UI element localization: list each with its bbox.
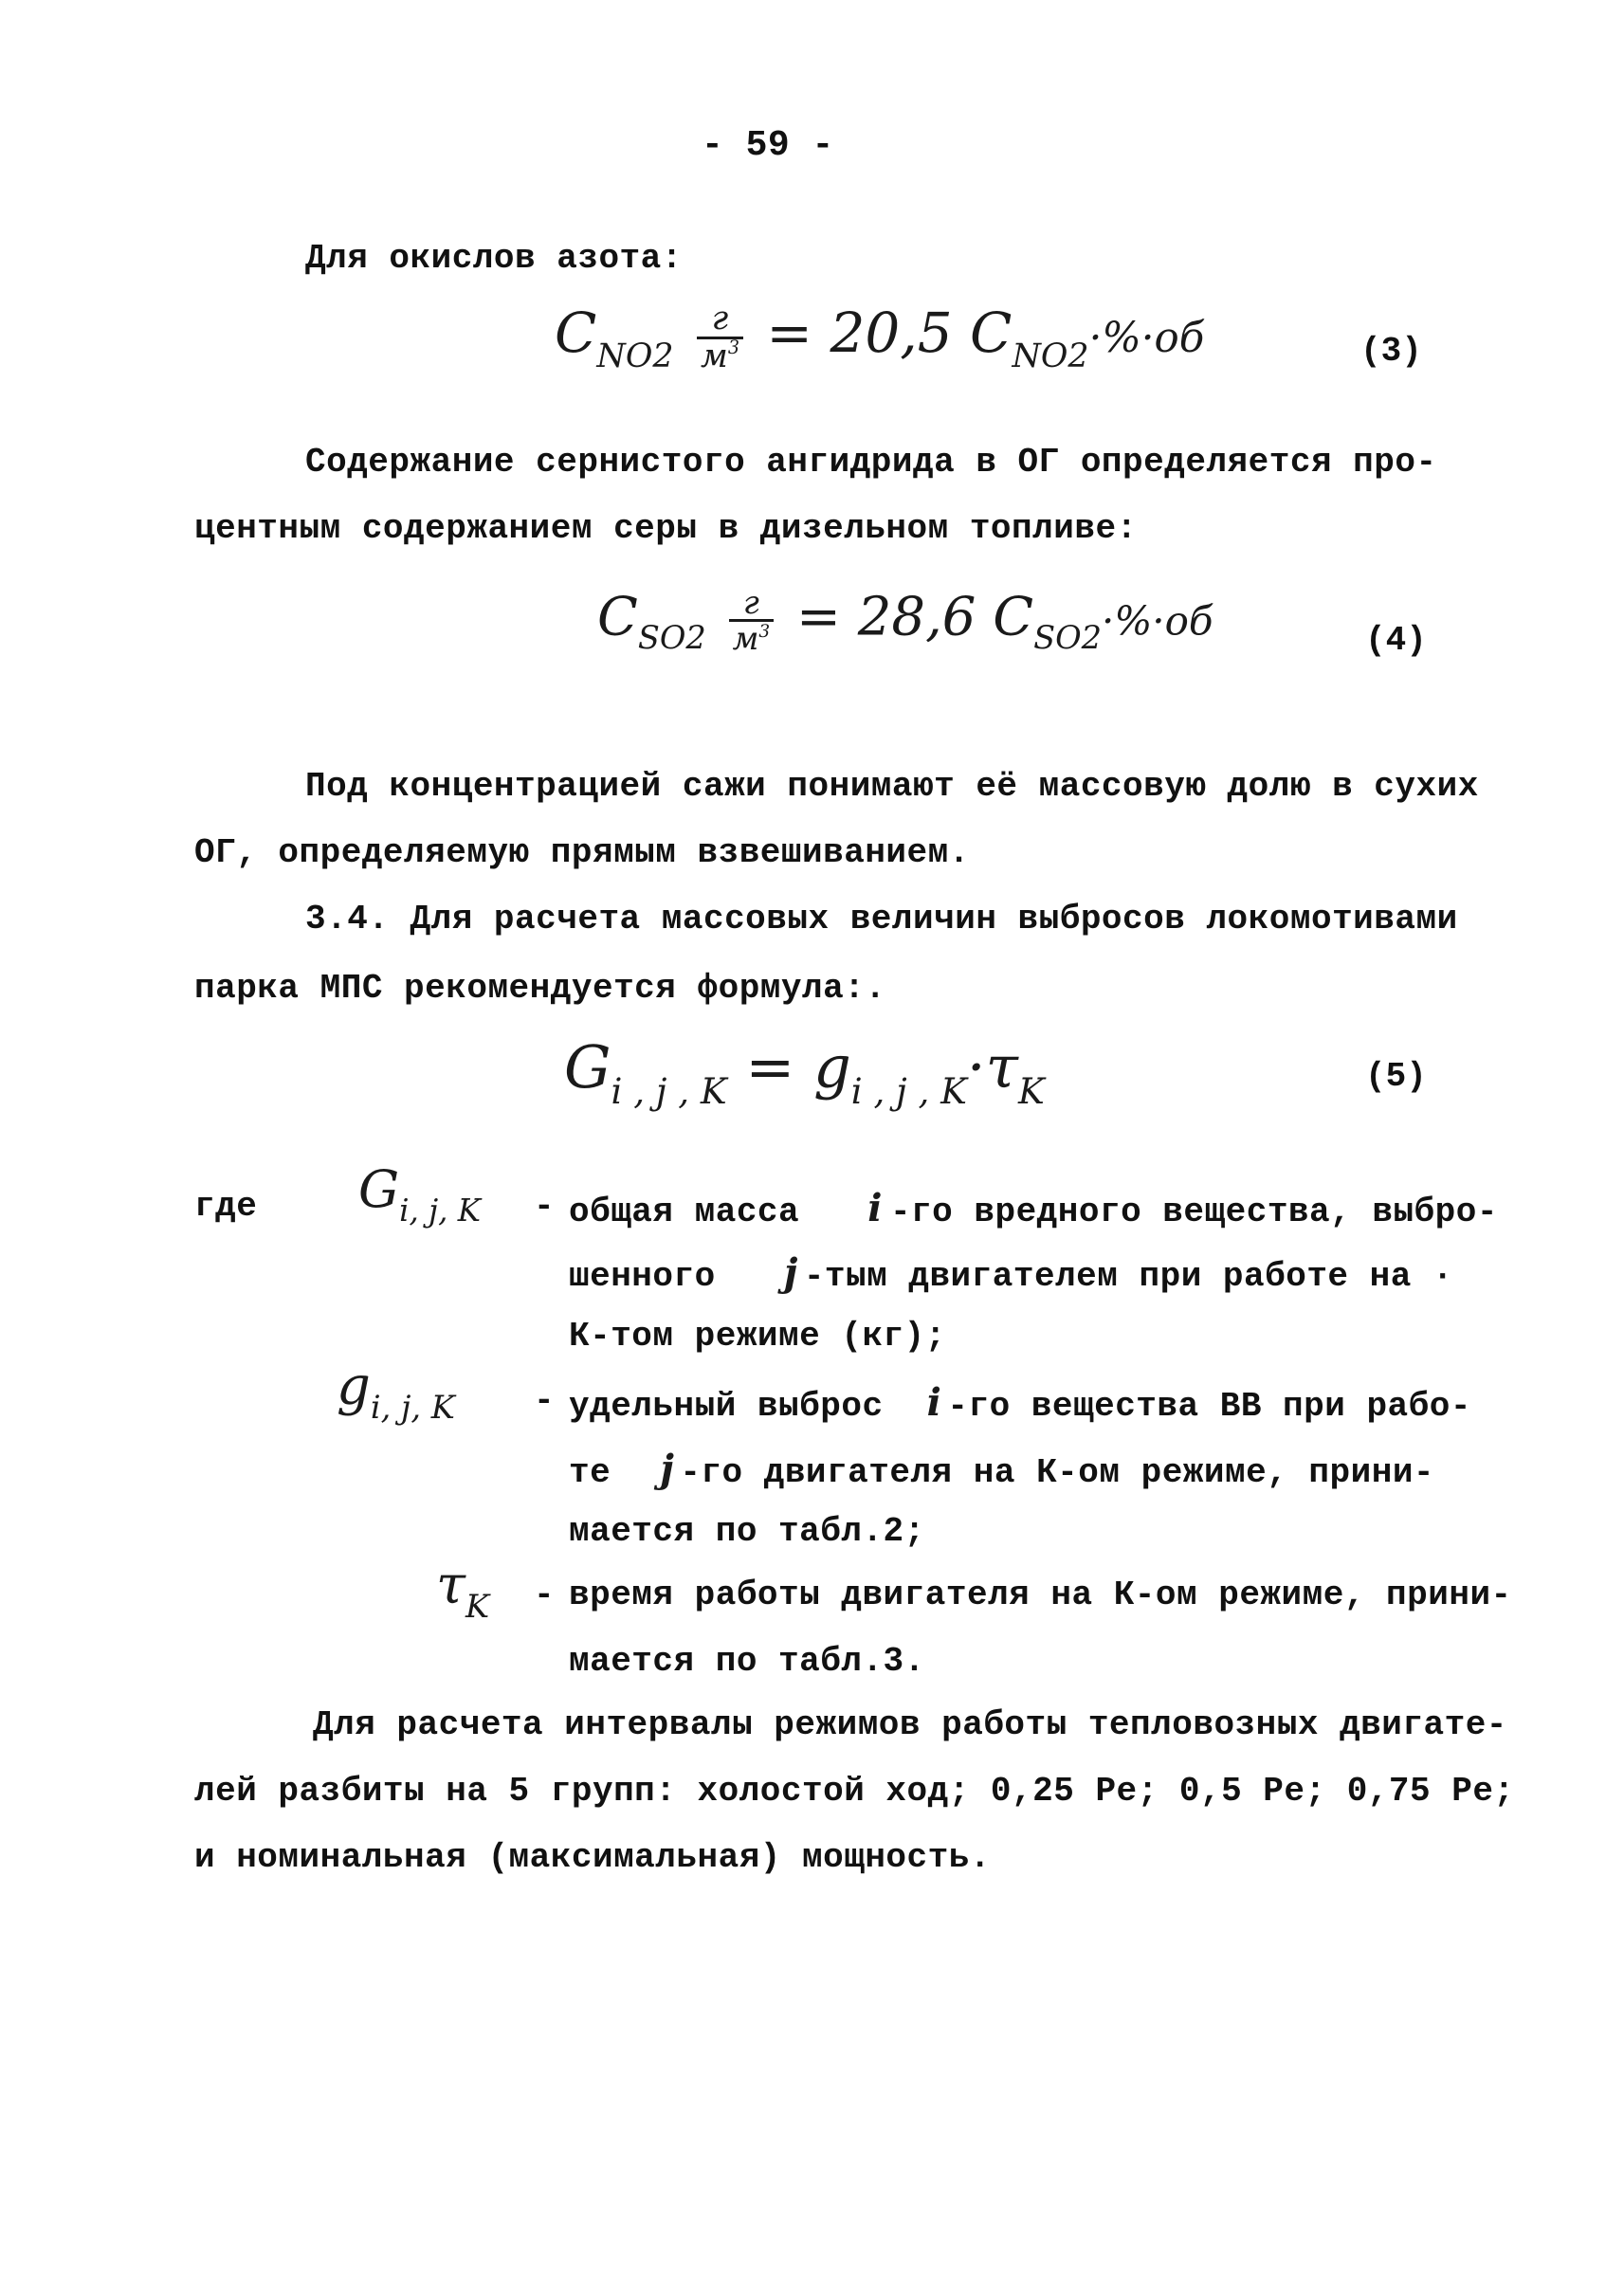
where-item2-line1: удельный выброс i -го вещества ВВ при рабо-: [569, 1380, 1471, 1426]
formula4-rhs-unit: ·%·об: [1102, 597, 1213, 645]
formula4-lhs-symbol: C: [597, 586, 638, 648]
formula4-unit-fraction: $\frac{г}{м^3}$: [729, 586, 775, 656]
final-paragraph-line1: Для расчета интервалы режимов работы тепловозных двигате-: [313, 1705, 1507, 1744]
where-item2-line2: те j -го двигателя на К-ом режиме, прини-: [569, 1447, 1435, 1492]
formula5-equals: =: [745, 1032, 795, 1102]
formula5-lhs: G: [564, 1032, 611, 1102]
formula3-number: (3): [1360, 332, 1422, 371]
formula4-rhs-symbol: C: [993, 586, 1034, 648]
formula-3: [555, 301, 1204, 373]
where-item3-line1: время работы двигателя на К-ом режиме, прини-: [569, 1576, 1512, 1614]
soot-paragraph-line1: Под концентрацией сажи понимают её массовую долю в сухих: [305, 767, 1479, 806]
formula4-number: (4): [1365, 621, 1427, 660]
formula5-tau-sub: K: [1017, 1069, 1045, 1112]
formula5-dot: ·: [966, 1032, 986, 1102]
where-item1-line1: общая масса i -го вредного вещества, выбро-: [569, 1186, 1498, 1231]
formula3-rhs-sub: NO2: [1012, 337, 1089, 375]
formula-4: [597, 586, 1213, 656]
so2-paragraph-line1: Содержание сернистого ангидрида в ОГ определяется про-: [305, 443, 1437, 482]
formula4-equals: =: [796, 586, 841, 648]
formula5-lhs-sub: i , j , K: [611, 1069, 727, 1112]
where-label: где: [194, 1187, 258, 1226]
where-item2-symbol: $g_{i, j, K}$: [337, 1356, 455, 1427]
where-item3-symbol: $\tau_K$: [436, 1555, 490, 1626]
formula3-lhs-symbol: C: [555, 301, 597, 366]
section-3-4-line2: парка МПС рекомендуется формула:.: [194, 969, 886, 1008]
so2-paragraph-line2: центным содержанием серы в дизельном топливе:: [194, 509, 1138, 548]
var-i: i: [867, 1186, 883, 1230]
formula3-equals: =: [766, 301, 813, 366]
formula4-rhs-sub: SO2: [1033, 619, 1102, 657]
var-i: i: [926, 1380, 942, 1425]
formula4-lhs-sub: SO2: [637, 619, 706, 657]
page-number: - 59 -: [702, 125, 834, 166]
formula5-rhs: g: [813, 1032, 851, 1102]
formula-5: [564, 1032, 1045, 1112]
formula3-unit-fraction: $\frac{г}{м^3}$: [697, 301, 743, 373]
formula5-tau: τ: [985, 1032, 1018, 1102]
final-paragraph-line2: лей разбиты на 5 групп: холостой ход; 0,25 Ре; 0,5 Ре; 0,75 Ре;: [194, 1772, 1515, 1811]
var-j: j: [660, 1447, 675, 1491]
nox-heading: Для окислов азота:: [305, 239, 683, 278]
formula3-rhs-symbol: C: [970, 301, 1013, 366]
soot-paragraph-line2: ОГ, определяемую прямым взвешиванием.: [194, 833, 970, 872]
where-item2-dash: -: [534, 1381, 556, 1420]
where-item3-dash: -: [534, 1576, 556, 1614]
where-item1-symbol: $G_{i, j, K}$: [358, 1159, 481, 1229]
where-item1-line2: шенного j -тым двигателем при работе на ·: [569, 1250, 1454, 1296]
formula5-rhs-sub: i , j , K: [850, 1069, 967, 1112]
where-item3-line2: мается по табл.3.: [569, 1642, 925, 1681]
formula3-lhs-sub: NO2: [596, 337, 674, 375]
formula4-coefficient: 28,6: [857, 586, 976, 648]
section-3-4-line1: 3.4. Для расчета массовых величин выбросов локомотивами: [305, 900, 1458, 938]
formula3-coefficient: 20,5: [830, 301, 953, 366]
formula5-number: (5): [1365, 1057, 1427, 1096]
where-item1-line3: К-том режиме (кг);: [569, 1317, 946, 1356]
where-item1-dash: -: [534, 1187, 556, 1226]
final-paragraph-line3: и номинальная (максимальная) мощность.: [194, 1838, 991, 1877]
var-j: j: [783, 1250, 798, 1295]
formula3-rhs-unit: ·%·об: [1088, 315, 1205, 363]
where-item2-line3: мается по табл.2;: [569, 1512, 925, 1551]
